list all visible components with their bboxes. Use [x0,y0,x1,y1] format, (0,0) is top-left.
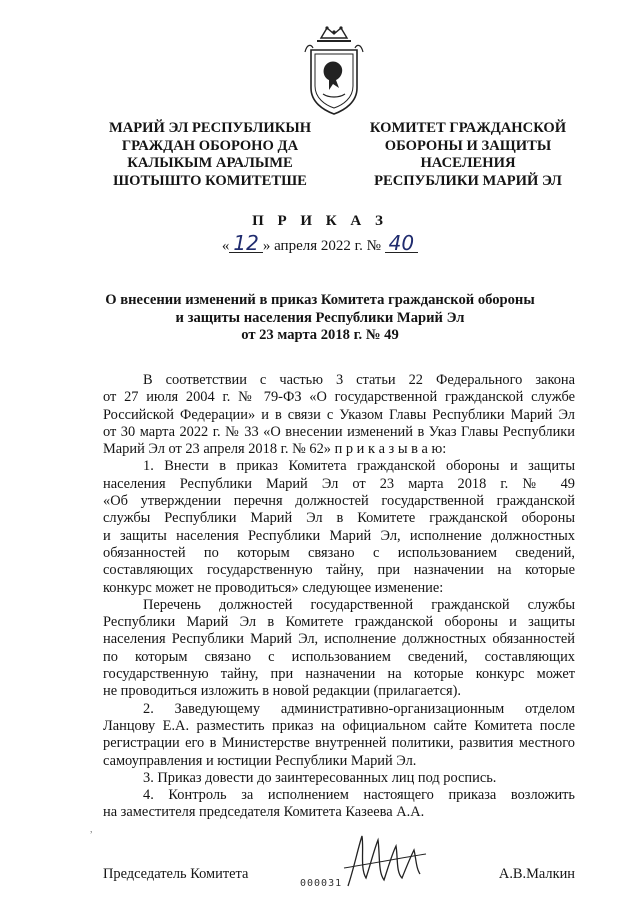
org-line: РЕСПУБЛИКИ МАРИЙ ЭЛ [374,172,562,189]
body-line: на заместителя председателя Комитета Казеева А.А. [103,804,425,821]
org-line: ШОТЫШТО КОМИТЕТШЕ [113,172,307,189]
body-line: 1. Внести в приказ Комитета гражданской обороны и защиты [143,458,575,475]
body-line: и защиты населения Республики Марий Эл, исполнение должностных [103,527,575,544]
body-line: государственную тайну, при назначении на которые конкурс может [103,666,575,683]
org-line: КАЛЫКЫМ АРАЛЫМЕ [127,155,293,171]
subject-line: О внесении изменений в приказ Комитета гражданской обороны [105,292,535,308]
org-line: ОБОРОНЫ И ЗАЩИТЫ [384,137,552,154]
signer-position: Председатель Комитета [103,866,249,882]
org-line: КОМИТЕТ ГРАЖДАНСКОЙ [369,120,567,136]
margin-mark: , [90,824,93,835]
org-line: МАРИЙ ЭЛ РЕСПУБЛИКЫН [108,120,312,136]
body-line: Марий Эл от 23 апреля 2018 г. № 62» п р и к а з ы в а ю: [103,441,447,458]
body-line: от 27 июля 2004 г. № 79-ФЗ «О государственной гражданской службе [103,389,575,406]
handwritten-day: 12 [229,234,262,253]
document-title: П Р И К А З [252,213,388,229]
body-line: по которым связано с использованием сведений, составляющих [103,648,575,665]
body-line: Перечень должностей государственной гражданской службы [143,596,575,613]
body-line: 2. Заведующему административно-организационным отделом [143,700,575,717]
document-subject [60,292,580,345]
date-text: » апреля 2022 г. № [262,238,381,254]
order-date-number [0,231,640,255]
document-stamp: 000031 [300,878,343,889]
coat-of-arms-icon [303,22,365,118]
body-line: населения Республики Марий Эл от 23 марта 2018 г. № 49 [103,475,575,492]
body-line: Ланцову Е.А. разместить приказ на официальном сайте Комитета после [103,717,575,734]
org-line: НАСЕЛЕНИЯ [420,155,516,171]
body-line: 4. Контроль за исполнением настоящего приказа возложить [143,787,575,804]
open-quote: « [221,238,230,254]
body-line: обязанностей по которым связано с использованием сведений, [103,544,575,561]
org-name-mari [90,120,330,190]
body-line: составляющих государственную тайну, при назначении на которые [103,562,575,579]
body-line: В соответствии с частью 3 статьи 22 Федерального закона [143,372,575,388]
body-line: конкурс может не проводиться» следующее изменение: [103,579,444,596]
body-line: «Об утверждении перечня должностей государственной гражданской [103,493,575,510]
body-line: не проводиться изложить в новой редакции (прилагается). [103,683,462,700]
signer-name: А.В.Малкин [498,866,575,882]
subject-line: от 23 марта 2018 г. № 49 [241,327,399,343]
signature-image [340,828,430,893]
body-line: службы Республики Марий Эл в Комитете гражданской обороны [103,510,575,527]
body-line: 3. Приказ довести до заинтересованных лиц под роспись. [143,769,497,786]
body-line: Республики Марий Эл в Комитете гражданской обороны и защиты [103,614,575,631]
document-body [103,372,575,822]
body-line: самоуправления и юстиции Республики Марий Эл. [103,752,417,769]
org-name-russian [348,120,588,190]
org-line: ГРАЖДАН ОБОРОНО ДА [121,137,299,154]
body-line: от 30 марта 2022 г. № 33 «О внесении изменений в Указ Главы Республики [103,423,575,440]
body-line: Российской Федерации» и в связи с Указом Главы Республики Марий Эл [103,406,575,423]
body-line: населения Республики Марий Эл, исполнение должностных обязанностей [103,631,575,648]
handwritten-number: 40 [385,234,418,253]
body-line: регистрации его в Министерстве внутренней политики, развития местного [103,735,575,752]
subject-line: и защиты населения Республики Марий Эл [175,309,465,326]
